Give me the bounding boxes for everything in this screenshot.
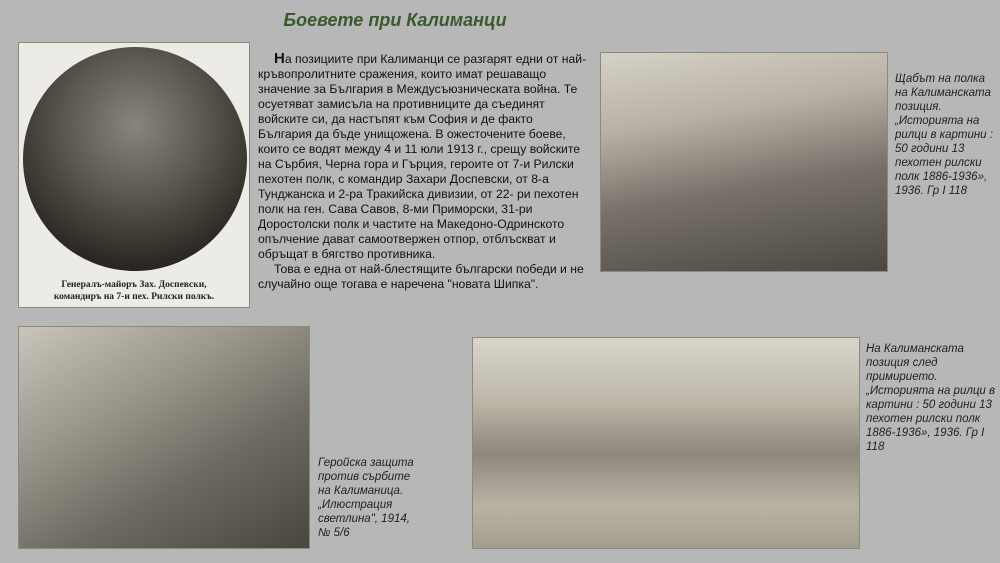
main-paragraph-1 (258, 51, 590, 262)
position-image (473, 338, 859, 548)
main-text (258, 51, 590, 292)
main-paragraph-2: Това е една от най-блестящите български победи и не случайно още тогава е наречена "новата Шипка". (258, 262, 584, 291)
staff-photo (600, 52, 888, 272)
drop-cap: Н (274, 50, 285, 67)
position-photo (472, 337, 860, 549)
page-title: Боевете при Калиманци (283, 10, 507, 30)
portrait-image (23, 47, 247, 271)
position-caption: На Калиманската позиция след примирието.„Историята на рилци в картини : 50 години 13 пехотен рилски полк 1886-1936», 1936. Гр І 118 (866, 343, 995, 453)
staff-caption: Щабът на полка на Калиманската позиция. „Историята на рилци в картини : 50 години 13 пехотен рилски полк 1886-1936», 1936. Гр І 118 (895, 73, 993, 197)
portrait-caption-line2: командиръ на 7-и пех. Рилски полкъ. (53, 292, 215, 302)
defense-photo (18, 326, 310, 549)
portrait-caption-line1: Генералъ-майоръ Зах. Доспевски, (61, 280, 207, 290)
main-paragraph-1-text: а позициите при Калиманци се разгарят едни от най-кръвопролитните сражения, които имат решаващо значение за България в Междусъюзническата война. Те осуетяват замисъла на противниците да съединят войските си, да настъпят към София и де факто България да бъде унищожена. В ожесточените боеве, които се водят между 4 и 11 юли 1913 г., срещу войските на Сърбия, Черна гора и Гърция, героите от 7-и Рилски пехотен полк, с командир Захари Доспевски, от 8-а Тунджанска и 2-ра Тракийска дивизии, от 22- ри пехотен полк на ген. Сава Савов, 8-ми Приморски, 31-ри Доростолски полк и частите на Македоно-Одринското опълчение дават самоотвержен отпор, отблъскват и обръщат в бягство противника. (258, 52, 587, 261)
defense-caption: Геройска защита против сърбите на Калиманица. „Илюстрация светлина", 1914, № 5/6 (318, 457, 414, 539)
defense-image (19, 327, 309, 548)
staff-image (601, 53, 887, 271)
portrait-photo (18, 42, 250, 308)
portrait-caption (23, 279, 245, 303)
